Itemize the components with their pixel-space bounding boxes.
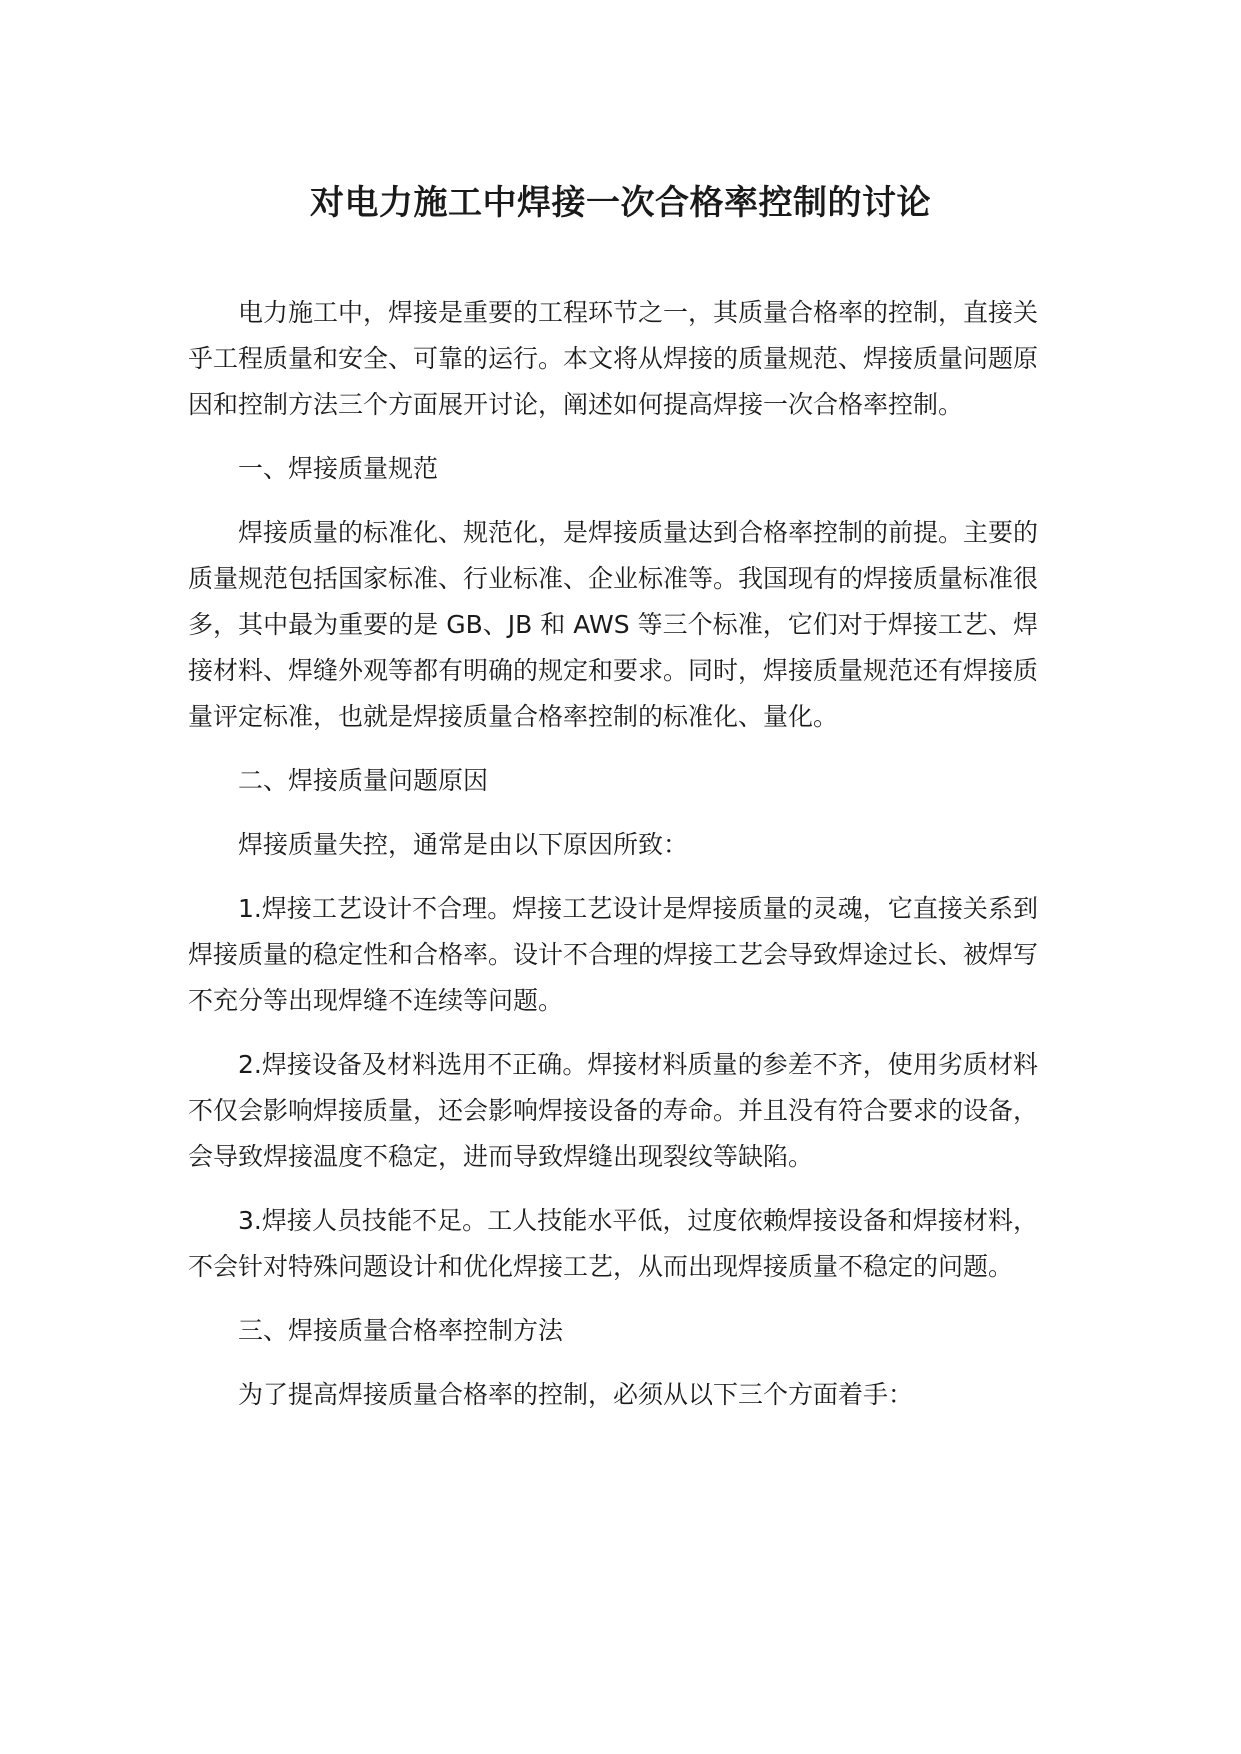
paragraph-intro: 电力施工中，焊接是重要的工程环节之一，其质量合格率的控制，直接关乎工程质量和安全、可靠的运行。本文将从焊接的质量规范、焊接质量问题原因和控制方法三个方面展开讨论，阐述如何提高焊接一次合格率控制。: [188, 298, 1039, 419]
document-body: [188, 290, 1038, 1436]
paragraph-cause-1: 1.焊接工艺设计不合理。焊接工艺设计是焊接质量的灵魂，它直接关系到焊接质量的稳定性和合格率。设计不合理的焊接工艺会导致焊途过长、被焊写不充分等出现焊缝不连续等问题。: [188, 894, 1039, 1015]
paragraph-cause-3: 3.焊接人员技能不足。工人技能水平低，过度依赖焊接设备和焊接材料，不会针对特殊问题设计和优化焊接工艺，从而出现焊接质量不稳定的问题。: [188, 1206, 1038, 1281]
paragraph-cause-2: 2.焊接设备及材料选用不正确。焊接材料质量的参差不齐，使用劣质材料不仅会影响焊接质量，还会影响焊接设备的寿命。并且没有符合要求的设备，会导致焊接温度不稳定，进而导致焊缝出现裂纹等缺陷。: [188, 1050, 1039, 1171]
section-heading-2: 二、焊接质量问题原因: [238, 766, 489, 795]
section-heading-1: 一、焊接质量规范: [238, 454, 439, 483]
section-heading-3: 三、焊接质量合格率控制方法: [238, 1316, 564, 1345]
paragraph-methods-intro: 为了提高焊接质量合格率的控制，必须从以下三个方面着手：: [238, 1380, 914, 1409]
document-title: 对电力施工中焊接一次合格率控制的讨论: [310, 183, 931, 223]
paragraph-causes-intro: 焊接质量失控，通常是由以下原因所致：: [238, 830, 689, 859]
paragraph-standards: 焊接质量的标准化、规范化，是焊接质量达到合格率控制的前提。主要的质量规范包括国家标准、行业标准、企业标准等。我国现有的焊接质量标准很多，其中最为重要的是 GB、JB 和 AWS 等三个标准，它们对于焊接工艺、焊接材料、焊缝外观等都有明确的规定和要求。同时，焊接质量规范还有焊接质量评定标准，也就是焊接质量合格率控制的标准化、量化。: [188, 518, 1039, 731]
